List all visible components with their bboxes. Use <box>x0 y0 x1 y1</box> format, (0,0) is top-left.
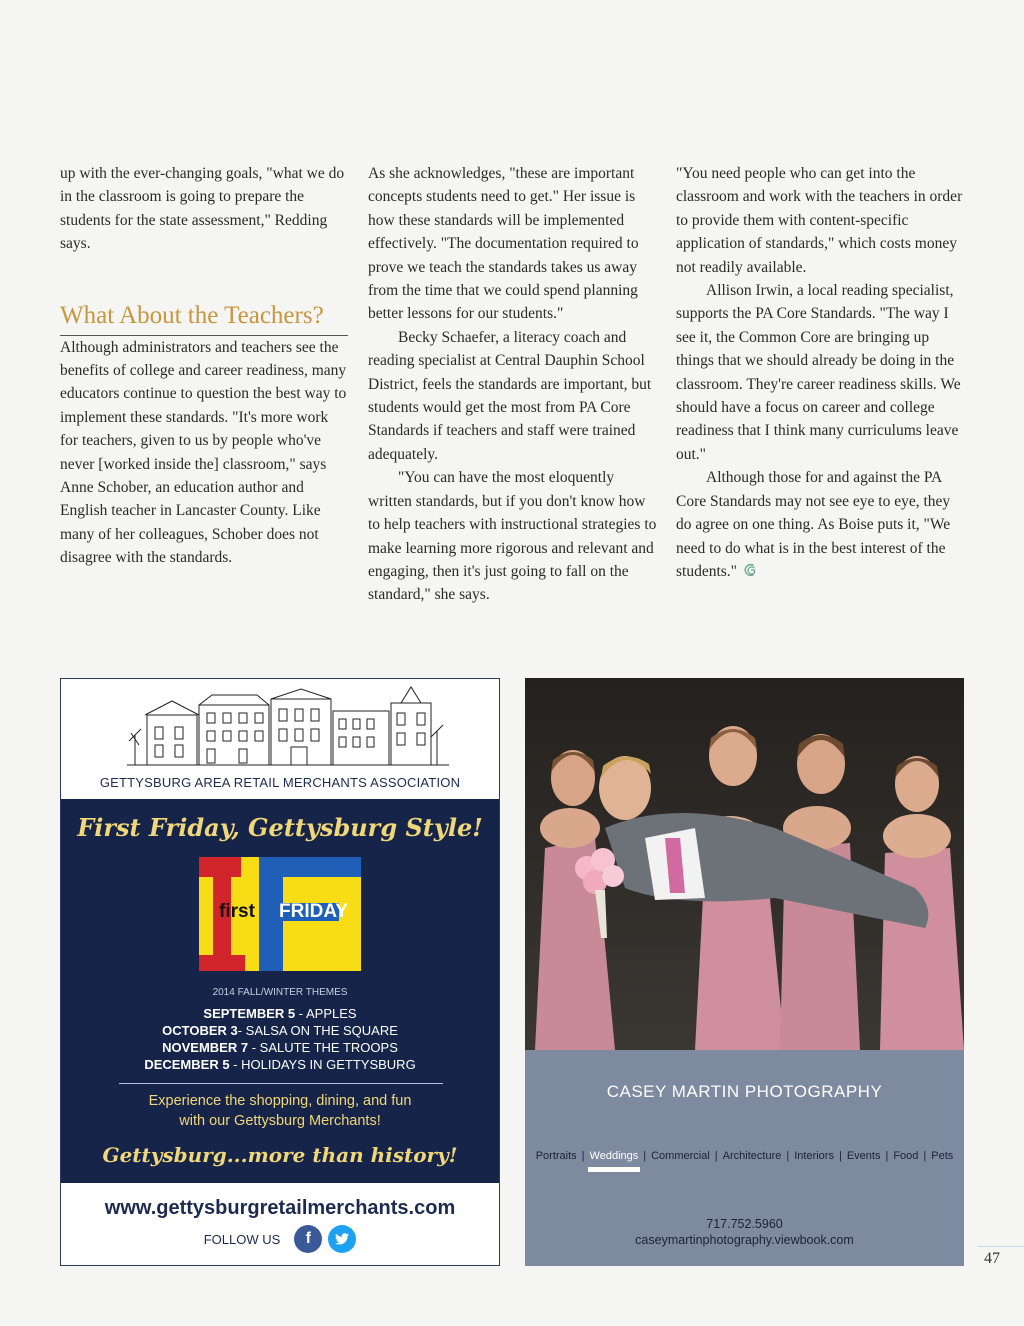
wedding-party-photo-icon <box>525 678 964 1050</box>
logo-first-text: first <box>219 901 255 922</box>
first-friday-logo <box>199 857 361 971</box>
theme-list <box>61 1005 499 1073</box>
nav-separator: | <box>923 1150 927 1162</box>
theme-date: SEPTEMBER 5 <box>203 1006 296 1021</box>
nav-item-pets[interactable]: Pets <box>931 1150 954 1162</box>
article-column-2 <box>368 162 660 607</box>
experience-line: Experience the shopping, dining, and fun <box>148 1093 412 1109</box>
nav-separator: | <box>786 1150 790 1162</box>
article-column-1 <box>60 162 350 570</box>
ad-navy-panel <box>61 799 499 1183</box>
theme-item <box>61 1039 499 1056</box>
experience-text <box>61 1091 499 1131</box>
twitter-bird-icon <box>335 1233 349 1245</box>
theme-item <box>61 1005 499 1022</box>
article-paragraph: Becky Schaefer, a literacy coach and reading specialist at Central Dauphin School District, feels the standards are important, but students would get the most from PA Core Standards if teachers and staff were trained adequately. <box>368 328 652 463</box>
nav-item-events[interactable]: Events <box>846 1150 881 1162</box>
theme-name: - SALUTE THE TROOPS <box>248 1040 398 1055</box>
nav-separator: | <box>838 1150 842 1162</box>
end-mark-icon <box>741 561 759 579</box>
experience-line: with our Gettysburg Merchants! <box>179 1113 381 1129</box>
wedding-photo <box>525 678 964 1050</box>
nav-item-portraits[interactable]: Portraits <box>535 1150 577 1162</box>
photography-contact <box>525 1216 964 1248</box>
article-paragraph: Although administrators and teachers see the benefits of college and career readiness, many educators continue to question the best way to implement these standards. "It's more work for teachers, given to us by people who've never [worked inside the] classroom," says Anne Schober, an education author and English teacher in Lancaster County. Like many of her colleagues, Schober does not disagree with the standards. <box>60 338 347 567</box>
article-paragraph <box>676 466 968 583</box>
themes-heading: 2014 FALL/WINTER THEMES <box>212 987 348 998</box>
article-paragraph: "You need people who can get into the classroom and work with the teachers in order to provide them with content-specific application of standards," which costs money not readily available. <box>676 165 963 276</box>
section-heading: What About the Teachers? <box>60 302 348 336</box>
twitter-icon[interactable] <box>328 1225 356 1253</box>
building-illustration-icon <box>127 685 449 771</box>
page-number-rule <box>978 1246 1024 1247</box>
nav-separator: | <box>714 1150 718 1162</box>
nav-item-interiors[interactable]: Interiors <box>794 1150 834 1162</box>
divider <box>119 1083 443 1084</box>
article-paragraph: "You can have the most eloquently written standards, but if you don't know how to help teachers with instructional strategies to make learning more rigorous and relevant and engaging, then it's just going to fall on the standard," she says. <box>368 469 657 604</box>
theme-date: DECEMBER 5 <box>144 1057 230 1072</box>
logo-friday-text: FRIDAY <box>279 901 348 922</box>
follow-us <box>61 1225 499 1253</box>
photography-title: CASEY MARTIN PHOTOGRAPHY <box>606 1082 883 1101</box>
theme-item <box>61 1022 499 1039</box>
nav-separator: | <box>643 1150 647 1162</box>
theme-name: - APPLES <box>295 1006 357 1021</box>
ad-header <box>61 679 499 799</box>
theme-name: - HOLIDAYS IN GETTYSBURG <box>229 1057 416 1072</box>
theme-item <box>61 1056 499 1073</box>
nav-separator: | <box>885 1150 889 1162</box>
nav-item-commercial[interactable]: Commercial <box>651 1150 710 1162</box>
theme-date: OCTOBER 3 <box>162 1023 238 1038</box>
article-paragraph: As she acknowledges, "these are important concepts students need to get." Her issue is how these standards will be implemented effectively. "The documentation required to prove we teach the standards takes us away from the time that we could spend planning better lessons for our students." <box>368 165 639 323</box>
theme-date: NOVEMBER 7 <box>162 1040 249 1055</box>
phone-number: 717.752.5960 <box>706 1217 783 1231</box>
theme-name: - SALSA ON THE SQUARE <box>237 1023 398 1038</box>
casey-martin-photography-ad[interactable] <box>525 678 964 1266</box>
gettysburg-merchants-ad[interactable] <box>60 678 500 1266</box>
photography-website-link[interactable]: caseymartinphotography.viewbook.com <box>635 1233 854 1247</box>
photography-nav <box>525 1150 964 1162</box>
nav-item-food[interactable]: Food <box>893 1150 919 1162</box>
first-friday-logo-icon <box>199 857 361 971</box>
nav-item-weddings[interactable]: Weddings <box>589 1150 639 1162</box>
merchants-website-link[interactable]: www.gettysburgretailmerchants.com <box>104 1197 456 1219</box>
nav-separator: | <box>581 1150 585 1162</box>
article-paragraph: Allison Irwin, a local reading specialist, supports the PA Core Standards. "The way I see it, the Common Core are bringing up things that we should already be doing in the classroom. They're career readiness skills. We should have a focus on career and college readiness that I think many curriculums leave out." <box>676 282 961 463</box>
nav-item-architecture[interactable]: Architecture <box>722 1150 782 1162</box>
article-closing-text: Although those for and against the PA Core Standards may not see eye to eye, they do agree on one thing. As Boise puts it, "We need to do what is in the best interest of the students." <box>676 469 951 580</box>
article-paragraph: up with the ever-changing goals, "what we do in the classroom is going to prepare the students for the state assessment," Redding says. <box>60 165 345 253</box>
article-column-3 <box>676 162 968 583</box>
ad-footer <box>61 1183 499 1265</box>
association-name: GETTYSBURG AREA RETAIL MERCHANTS ASSOCIATION <box>99 775 461 790</box>
facebook-icon[interactable]: f <box>294 1225 322 1253</box>
page-number: 47 <box>984 1250 1000 1267</box>
follow-label: FOLLOW US <box>203 1231 281 1247</box>
ad-tagline: Gettysburg...more than history! <box>102 1143 458 1167</box>
ad-title: First Friday, Gettysburg Style! <box>77 813 483 842</box>
